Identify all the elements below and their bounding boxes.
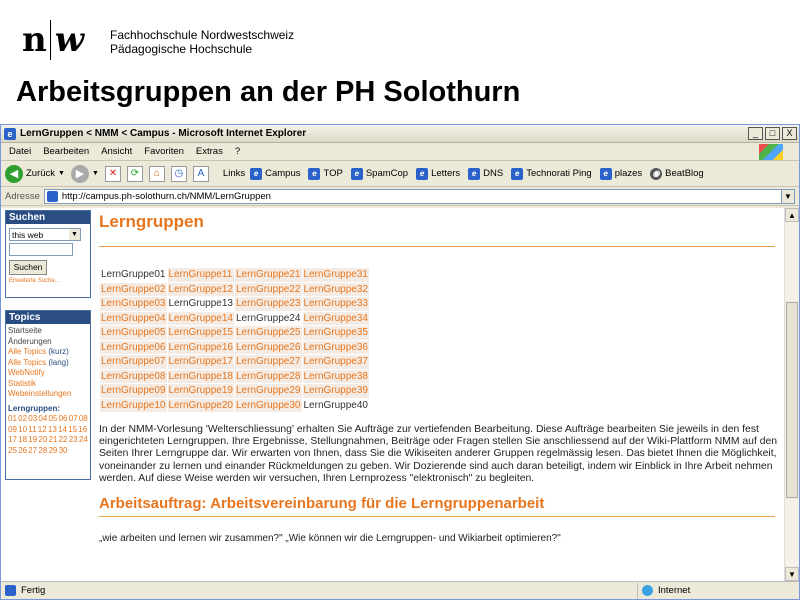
table-row [100,341,369,355]
toolbar [1,161,799,187]
org-line-1: Fachhochschule Nordwestschweiz [110,28,295,42]
link-label: Campus [265,168,301,179]
table-row [100,326,369,340]
history-icon[interactable]: ◷ [171,166,187,182]
lerngruppe-link[interactable]: LernGruppe18 [168,370,233,382]
table-row [100,268,369,282]
table-row [100,370,369,384]
lerngruppe-link[interactable]: LernGruppe28 [236,370,301,382]
org-line-2: Pädagogische Hochschule [110,42,253,56]
search-header: Suchen [6,211,90,224]
lerngruppe-link[interactable]: LernGruppe19 [168,385,233,396]
topic-startseite[interactable]: Startseite [8,326,42,335]
links-label: Links [222,168,246,179]
search-box [5,210,91,298]
lerngruppen-nav [8,404,88,457]
topic-statistik[interactable]: Statistik [8,378,37,388]
link-label: Letters [431,168,461,179]
refresh-icon[interactable]: ⟳ [127,166,143,182]
table-row [100,312,369,326]
lerngruppe-link: LernGruppe40 [303,399,368,411]
lerngruppe-link[interactable]: LernGruppe33 [303,298,368,309]
topic-alle-topics-lang[interactable] [8,358,88,369]
lerngruppen-nav-links[interactable]: 01 02 03 04 05 06 07 08 09 10 11 12 13 14 15 16 17 18 19 20 21 22 23 24 25 26 27 28 29 30 [8,414,88,455]
close-button[interactable]: X [782,127,797,140]
menu-help[interactable]: ? [234,146,241,157]
lerngruppe-link[interactable]: LernGruppe39 [303,385,368,396]
lerngruppe-link[interactable]: LernGruppe25 [236,327,301,338]
scroll-thumb[interactable] [786,302,798,498]
lerngruppe-link[interactable]: LernGruppe36 [303,341,368,353]
link-plazes[interactable] [600,168,642,180]
link-letters[interactable] [416,168,460,180]
security-zone [637,583,690,599]
topic-extra: (lang) [48,357,69,367]
lerngruppe-link[interactable]: LernGruppe16 [168,341,233,353]
ie-page-icon: e [250,168,262,180]
fhnw-logo [22,20,84,60]
lerngruppe-link: LernGruppe24 [236,312,301,324]
lerngruppe-link[interactable]: LernGruppe07 [101,356,166,367]
table-row [100,399,369,413]
ie-page-icon [5,585,16,596]
menu-bar [1,143,799,161]
forward-dropdown-icon[interactable]: ▼ [91,170,99,177]
menu-favoriten[interactable]: Favoriten [144,146,184,157]
link-label: TOP [323,168,343,179]
lerngruppen-table [99,267,370,413]
lerngruppe-link[interactable]: LernGruppe02 [101,283,166,295]
back-arrow-icon: ◀ [5,165,23,183]
advanced-search-link[interactable]: Erweiterte Suche... [9,278,60,284]
link-label: Technorati Ping [526,168,592,179]
lerngruppe-link[interactable]: LernGruppe11 [168,269,233,280]
topic-webnotify[interactable]: WebNotify [8,368,45,377]
link-label: SpamCop [365,168,409,179]
lerngruppe-link[interactable]: LernGruppe22 [236,283,301,295]
link-technorati-ping[interactable] [511,168,591,180]
topic-label: Alle Topics [8,347,47,356]
lerngruppe-link: LernGruppe13 [168,298,233,309]
ie-page-icon: e [308,168,320,180]
table-row [100,283,369,297]
lerngruppe-link[interactable]: LernGruppe30 [236,399,301,411]
address-input[interactable] [44,189,795,204]
lerngruppe-link[interactable]: LernGruppe09 [101,385,166,396]
topics-header: Topics [6,311,90,324]
lerngruppe-link[interactable]: LernGruppe08 [101,370,166,382]
menu-bearbeiten[interactable]: Bearbeiten [43,146,90,157]
link-dns[interactable] [468,168,503,180]
table-row [100,297,369,311]
lerngruppe-link[interactable]: LernGruppe03 [101,298,166,309]
maximize-button[interactable]: □ [765,127,780,140]
address-bar [1,187,799,206]
menu-ansicht[interactable]: Ansicht [101,146,133,157]
window-title: LernGruppen < NMM < Campus - Microsoft Internet Explorer [20,128,307,139]
scroll-down-icon[interactable]: ▼ [785,567,799,581]
address-label: Adresse [5,190,40,202]
topic-aenderungen[interactable]: Änderungen [8,336,52,346]
windows-logo-icon [759,144,783,160]
table-row [100,384,369,398]
org-name [110,28,294,56]
ie-icon: e [4,128,16,140]
back-button[interactable] [5,165,65,183]
zone-label: Internet [658,585,691,596]
lerngruppe-link[interactable]: LernGruppe15 [168,327,233,338]
quote-text: „wie arbeiten und lernen wir zusammen?" „Wie können wir die Lerngruppen- und Wikiarbeit optimieren?" [99,533,561,545]
scroll-up-icon[interactable]: ▲ [785,208,799,222]
lerngruppe-link[interactable]: LernGruppe34 [303,312,368,324]
vertical-scrollbar[interactable] [784,208,799,581]
lerngruppe-link[interactable]: LernGruppe27 [236,356,301,367]
lerngruppe-link: LernGruppe01 [101,269,166,280]
topics-list [6,324,90,458]
lerngruppe-link[interactable]: LernGruppe21 [236,269,301,280]
logo-divider [50,20,51,60]
ie-page-icon: e [351,168,363,180]
topics-box [5,310,91,480]
wiki-main [99,208,779,544]
stop-icon[interactable]: ✕ [105,166,121,182]
topic-extra: (kurz) [48,347,69,356]
page-title: Lerngruppen [99,212,204,231]
lerngruppe-link[interactable]: LernGruppe35 [303,327,368,338]
link-label: DNS [483,168,504,179]
lerngruppe-link[interactable]: LernGruppe23 [236,298,301,309]
page-content [1,208,785,581]
menu-extras[interactable]: Extras [195,146,223,157]
topic-label: Alle Topics [8,357,47,367]
lerngruppe-link[interactable]: LernGruppe37 [303,356,368,367]
logo-w: w [54,20,85,60]
globe-icon [642,585,653,596]
title-divider [99,246,775,247]
section-divider [99,516,775,517]
font-size-icon[interactable]: A [193,166,209,182]
intro-paragraph: In der NMM-Vorlesung 'Welterschliessung' erhalten Sie Aufträge zur vertiefenden Bearbeitung. Diese Aufträge bearbeiten Sie jeweils in den fest eingerichteten Lerngruppen. Ihre Ergebnisse, Stellungnahmen, Beiträge oder Fragen stellen Sie anschliessend auf der Wiki-Plattform NMM auf den Seiten Ihrer Lerngruppe dar. Wir erwarten von Ihnen, dass Sie die Wikiseiten anderer Gruppen regelmässig lesen. Das bietet Ihnen die Möglichkeit, voneinander zu lernen und einander Rückmeldungen zu geben. Wir Dozierende sind auch daran beteiligt, indem wir Einblick in Ihre Arbeit nehmen werden. Auf diese Weise werden wir versuchen, Ihren Lernprozess "elektronisch" zu begleiten. [99,424,778,484]
lerngruppe-link[interactable]: LernGruppe32 [303,283,368,295]
status-text: Fertig [21,585,46,596]
ie-page-icon: e [600,168,612,180]
home-icon[interactable]: ⌂ [149,166,165,182]
link-label: plazes [614,168,643,179]
link-top[interactable] [308,168,342,180]
address-dropdown-icon[interactable]: ▼ [781,190,794,203]
search-scope-select[interactable] [9,228,81,241]
back-label: Zurück [26,168,56,179]
search-input[interactable] [9,243,73,256]
section-heading: Arbeitsauftrag: Arbeitsvereinbarung für die Lerngruppenarbeit [99,495,545,513]
logo-n: n [22,20,46,60]
status-bar [1,581,799,599]
lerngruppe-link[interactable]: LernGruppe31 [303,269,368,280]
forward-button[interactable] [71,165,99,183]
slide-title: Arbeitsgruppen an der PH Solothurn [16,76,521,108]
lerngruppe-link[interactable]: LernGruppe14 [168,312,233,324]
lerngruppe-link[interactable]: LernGruppe26 [236,341,301,353]
lerngruppe-link[interactable]: LernGruppe10 [101,399,166,411]
topic-alle-topics-kurz[interactable] [8,347,88,358]
topic-webeinstellungen[interactable]: Webeinstellungen [8,389,72,398]
title-bar[interactable] [1,125,799,143]
lerngruppe-link[interactable]: LernGruppe20 [168,399,233,411]
lerngruppe-link[interactable]: LernGruppe29 [236,385,301,396]
link-label: BeatBlog [665,168,704,179]
search-button[interactable]: Suchen [9,260,47,275]
beatblog-icon: ◉ [650,168,662,180]
back-dropdown-icon[interactable]: ▼ [58,170,65,177]
ie-page-icon: e [511,168,523,180]
minimize-button[interactable]: _ [748,127,763,140]
forward-arrow-icon: ▶ [71,165,89,183]
wiki-sidebar [5,210,91,492]
link-campus[interactable] [250,168,300,180]
ie-page-icon: e [416,168,428,180]
lerngruppe-link[interactable]: LernGruppe17 [168,356,233,367]
lerngruppen-nav-label: Lerngruppen: [8,403,60,413]
link-beatblog[interactable] [650,168,704,180]
menu-datei[interactable]: Datei [9,146,32,157]
ie-page-icon: e [468,168,480,180]
search-scope-value: this web [12,229,44,240]
lerngruppe-link[interactable]: LernGruppe12 [168,283,233,295]
ie-page-icon [47,191,58,202]
address-url: http://campus.ph-solothurn.ch/NMM/LernGruppen [61,190,271,202]
browser-window [0,124,800,600]
link-spamcop[interactable] [351,168,408,180]
chevron-down-icon: ▼ [69,229,80,240]
lerngruppe-link[interactable]: LernGruppe05 [101,327,166,338]
table-row [100,355,369,369]
lerngruppe-link[interactable]: LernGruppe38 [303,370,368,382]
lerngruppe-link[interactable]: LernGruppe06 [101,341,166,353]
lerngruppe-link[interactable]: LernGruppe04 [101,312,166,324]
